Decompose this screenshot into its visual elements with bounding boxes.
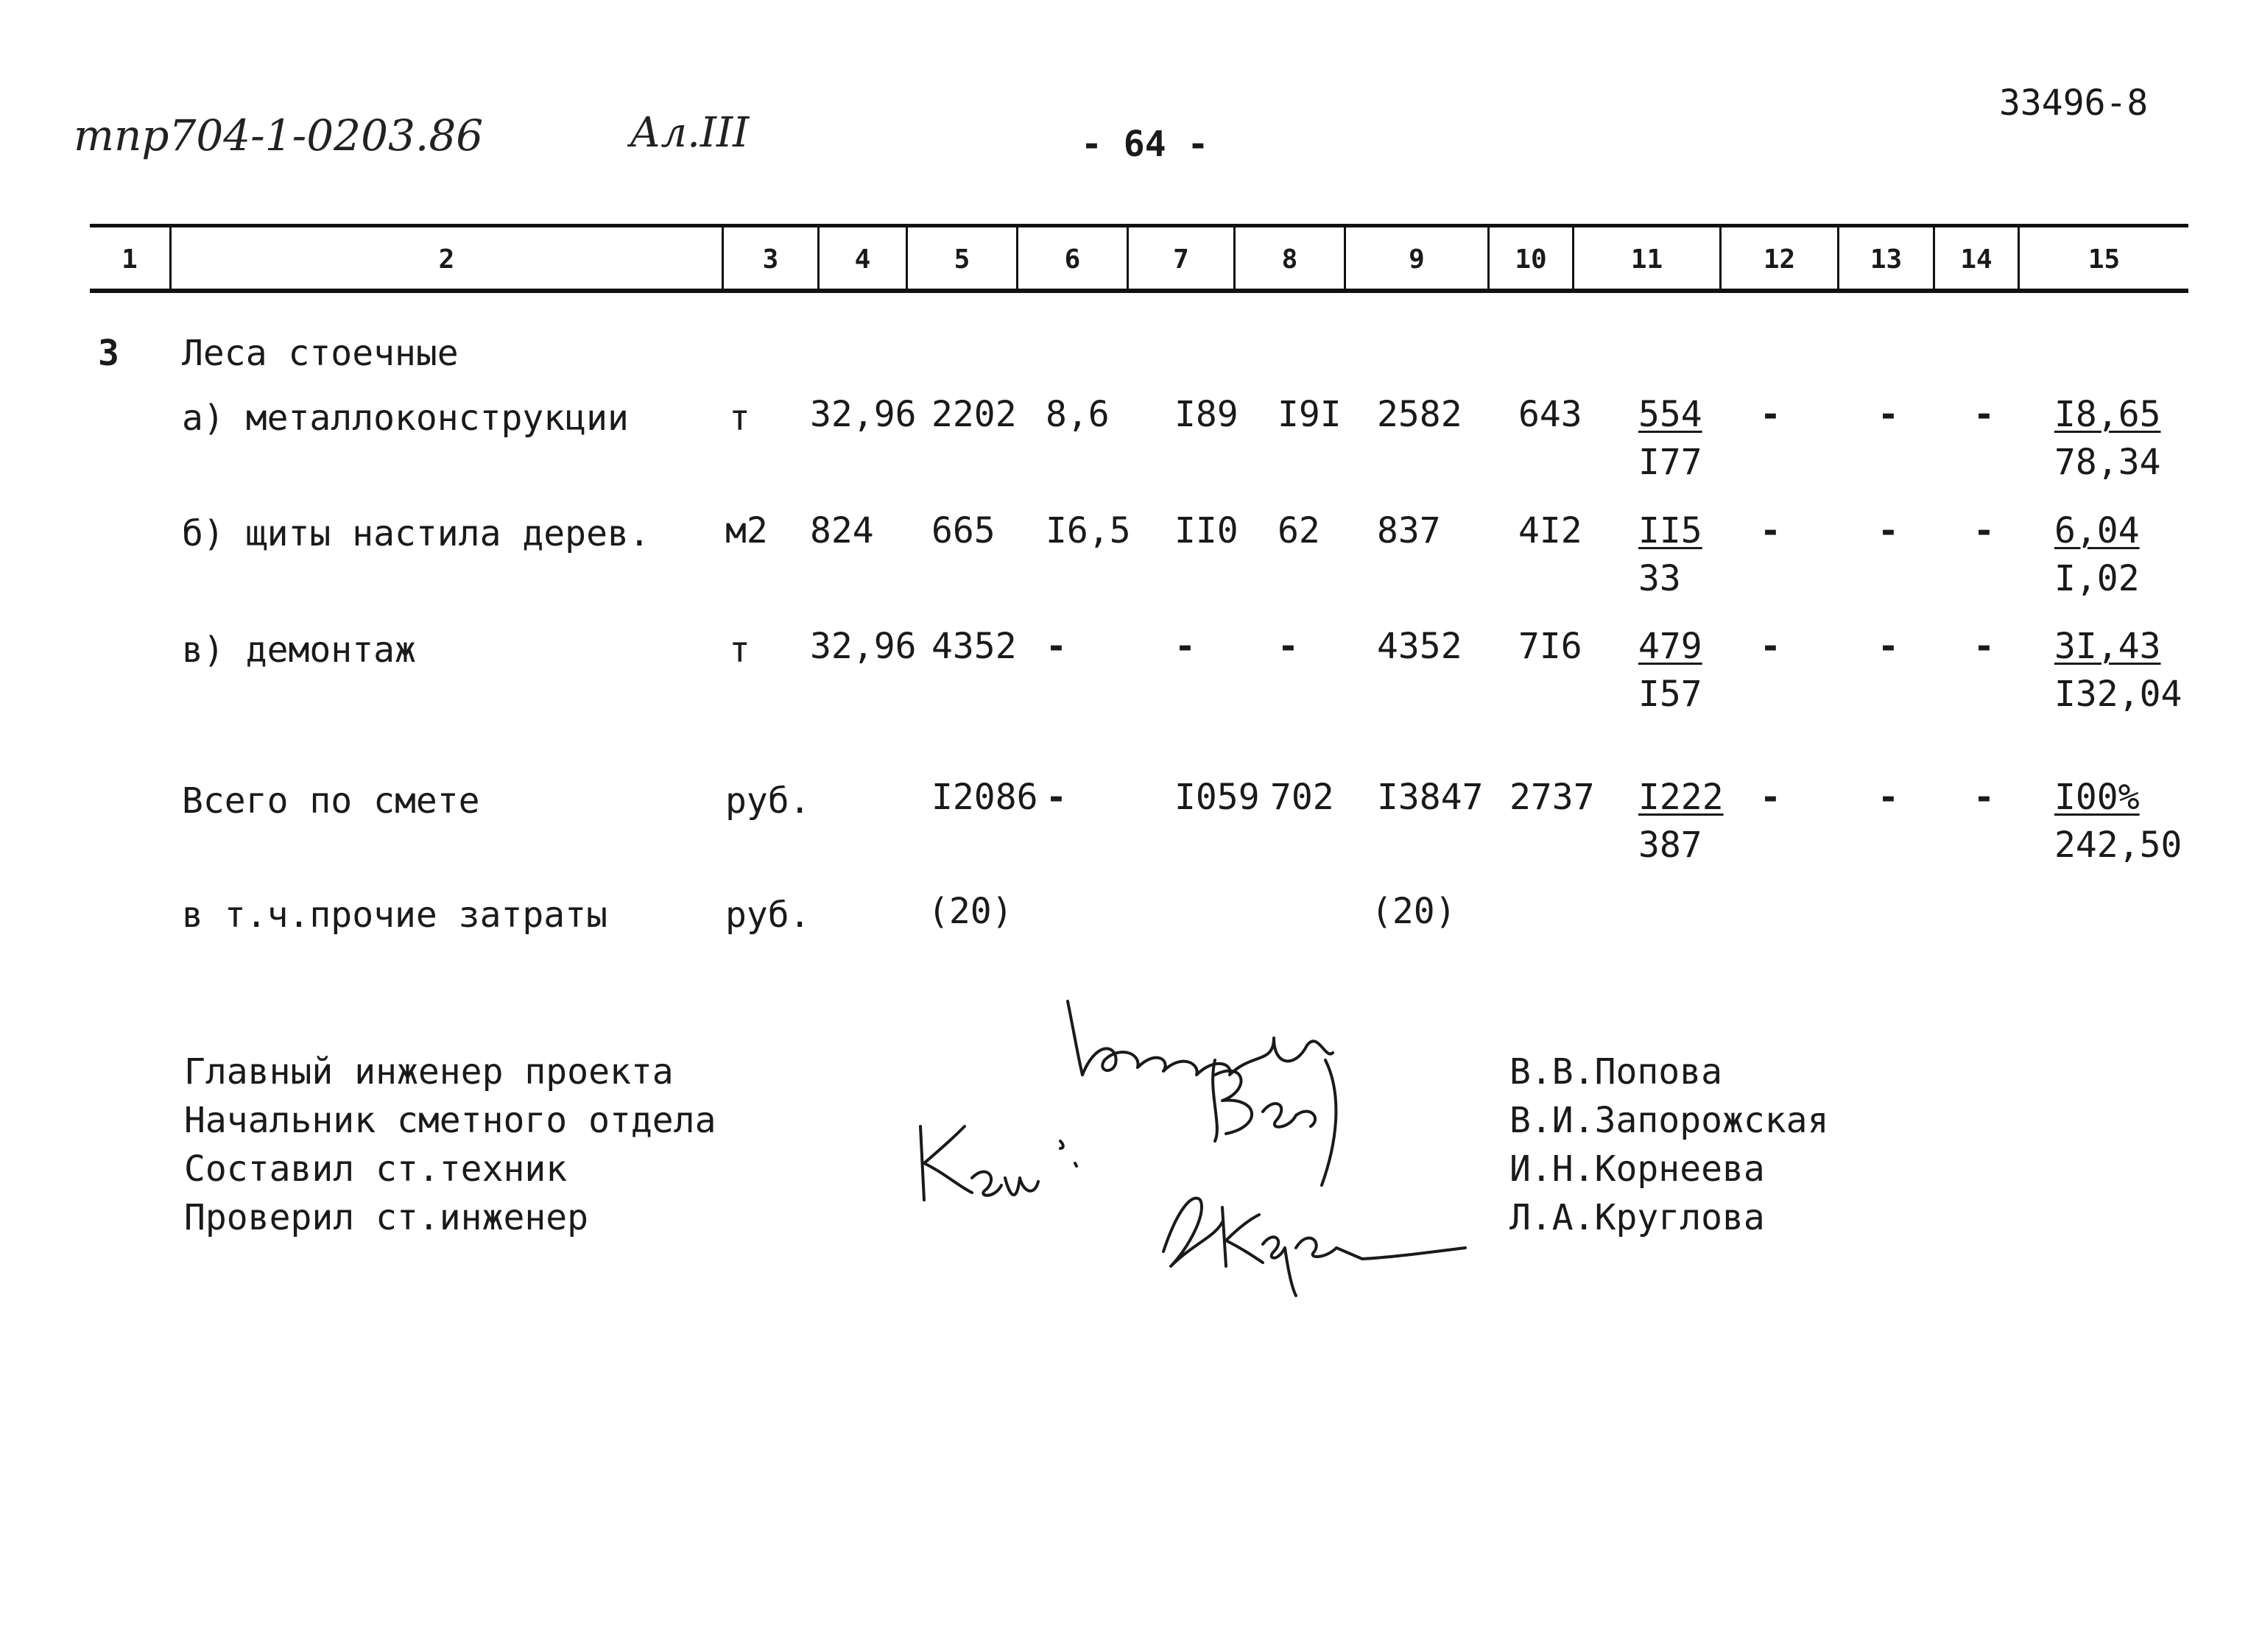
- cell-fraction-bottom: 78,34: [2054, 442, 2161, 483]
- table-header-bottom-rule: [90, 289, 2188, 293]
- column-number: 4: [854, 244, 871, 275]
- cell-fraction-bottom: 242,50: [2054, 825, 2182, 866]
- row-name: б) щиты настила дерев.: [182, 513, 650, 554]
- row-name: в) демонтаж: [182, 629, 416, 671]
- signatory-name: Л.А.Круглова: [1509, 1197, 1765, 1238]
- cell-fraction-top: 3I,43: [2054, 626, 2161, 667]
- signatory-title: Начальник сметного отдела: [184, 1100, 716, 1141]
- cell: 2737: [1509, 777, 1595, 818]
- total-label: Всего по смете: [182, 780, 480, 822]
- column-number: 15: [2087, 244, 2121, 275]
- column-number: 1: [121, 244, 138, 275]
- cell: -: [1973, 777, 1995, 818]
- cell: 62: [1278, 510, 1320, 551]
- cell: 643: [1518, 394, 1582, 435]
- cell: I6,5: [1046, 510, 1131, 551]
- cell-fraction-top: 6,04: [2054, 510, 2140, 551]
- cell: 32,96: [810, 626, 917, 667]
- other-costs-unit: руб.: [725, 894, 811, 936]
- cell: I059: [1174, 777, 1260, 818]
- document-number: 33496-8: [1999, 82, 2149, 124]
- signatory-name: И.Н.Корнеева: [1509, 1148, 1765, 1190]
- cell: -: [1878, 626, 1899, 667]
- cell: -: [1046, 626, 1067, 667]
- column-number: 6: [1064, 244, 1081, 275]
- album-mark: Ал.III: [630, 109, 750, 157]
- cell-fraction-bottom: 33: [1638, 558, 1681, 599]
- cell: -: [1760, 777, 1781, 818]
- signatory-title: Главный инженер проекта: [184, 1051, 674, 1092]
- cell: II0: [1174, 510, 1239, 551]
- cell: 32,96: [810, 394, 917, 435]
- row-unit: т: [729, 629, 750, 671]
- cell-fraction-top: I222: [1638, 777, 1724, 818]
- cell: I3847: [1377, 777, 1484, 818]
- cell: -: [1973, 626, 1995, 667]
- signatory-title: Проверил ст.инженер: [184, 1197, 589, 1238]
- cell-fraction-bottom: I77: [1638, 442, 1702, 483]
- page-number: - 64 -: [1081, 124, 1209, 165]
- row-unit: т: [729, 398, 750, 439]
- cell: -: [1878, 777, 1899, 818]
- section-title: Леса стоечные: [182, 333, 459, 374]
- cell: -: [1046, 777, 1067, 818]
- cell: 2582: [1377, 394, 1462, 435]
- column-number: 13: [1870, 244, 1903, 275]
- cell: -: [1760, 394, 1781, 435]
- cell-fraction-top: 479: [1638, 626, 1702, 667]
- signature-engineer: [1141, 1178, 1480, 1296]
- row-name: а) металлоконструкции: [182, 398, 629, 439]
- cell: 702: [1270, 777, 1334, 818]
- row-unit: м2: [725, 510, 768, 551]
- cell: (20): [1371, 891, 1456, 932]
- column-number: 9: [1409, 244, 1425, 275]
- cell-fraction-bottom: I32,04: [2054, 674, 2182, 715]
- column-number: 2: [438, 244, 455, 275]
- cell-fraction-bottom: 387: [1638, 825, 1702, 866]
- signature-head-of-estimate-dept: [1193, 1045, 1370, 1193]
- signatory-name: В.В.Попова: [1509, 1051, 1722, 1092]
- cell: -: [1278, 626, 1299, 667]
- column-number: 5: [954, 244, 970, 275]
- cell: 4352: [931, 626, 1017, 667]
- cell-fraction-top: I8,65: [2054, 394, 2161, 435]
- cell: 665: [931, 510, 996, 551]
- cell-fraction-top: II5: [1638, 510, 1702, 551]
- cell: 2202: [931, 394, 1017, 435]
- cell: I2086: [931, 777, 1038, 818]
- column-number: 8: [1281, 244, 1298, 275]
- column-number: 3: [762, 244, 779, 275]
- section-number: 3: [98, 333, 119, 374]
- other-costs-label: в т.ч.прочие затраты: [182, 894, 607, 936]
- cell: I89: [1174, 394, 1239, 435]
- cell-fraction-top: I00%: [2054, 777, 2140, 818]
- signature-technician: [906, 1112, 1097, 1222]
- cell: 837: [1377, 510, 1441, 551]
- cell: 4352: [1377, 626, 1462, 667]
- cell: 4I2: [1518, 510, 1582, 551]
- table-top-rule: [90, 224, 2188, 227]
- column-number: 11: [1630, 244, 1663, 275]
- cell: 7I6: [1518, 626, 1582, 667]
- column-number: 12: [1763, 244, 1796, 275]
- cell: 824: [810, 510, 874, 551]
- column-number: 10: [1515, 244, 1547, 275]
- cell: (20): [928, 891, 1013, 932]
- cell: -: [1760, 510, 1781, 551]
- cell: -: [1973, 510, 1995, 551]
- cell: I9I: [1278, 394, 1342, 435]
- cell-fraction-top: 554: [1638, 394, 1702, 435]
- cell-fraction-bottom: I,02: [2054, 558, 2140, 599]
- cell: -: [1174, 626, 1196, 667]
- cell: -: [1878, 510, 1899, 551]
- cell: -: [1760, 626, 1781, 667]
- document-code: тпр704-1-0203.86: [74, 110, 484, 160]
- column-number: 7: [1173, 244, 1189, 275]
- signatory-title: Составил ст.техник: [184, 1148, 568, 1190]
- cell: -: [1973, 394, 1995, 435]
- signatory-name: В.И.Запорожская: [1509, 1100, 1829, 1141]
- cell-fraction-bottom: I57: [1638, 674, 1702, 715]
- cell: 8,6: [1046, 394, 1110, 435]
- column-number: 14: [1960, 244, 1993, 275]
- cell: -: [1878, 394, 1899, 435]
- total-unit: руб.: [725, 780, 811, 822]
